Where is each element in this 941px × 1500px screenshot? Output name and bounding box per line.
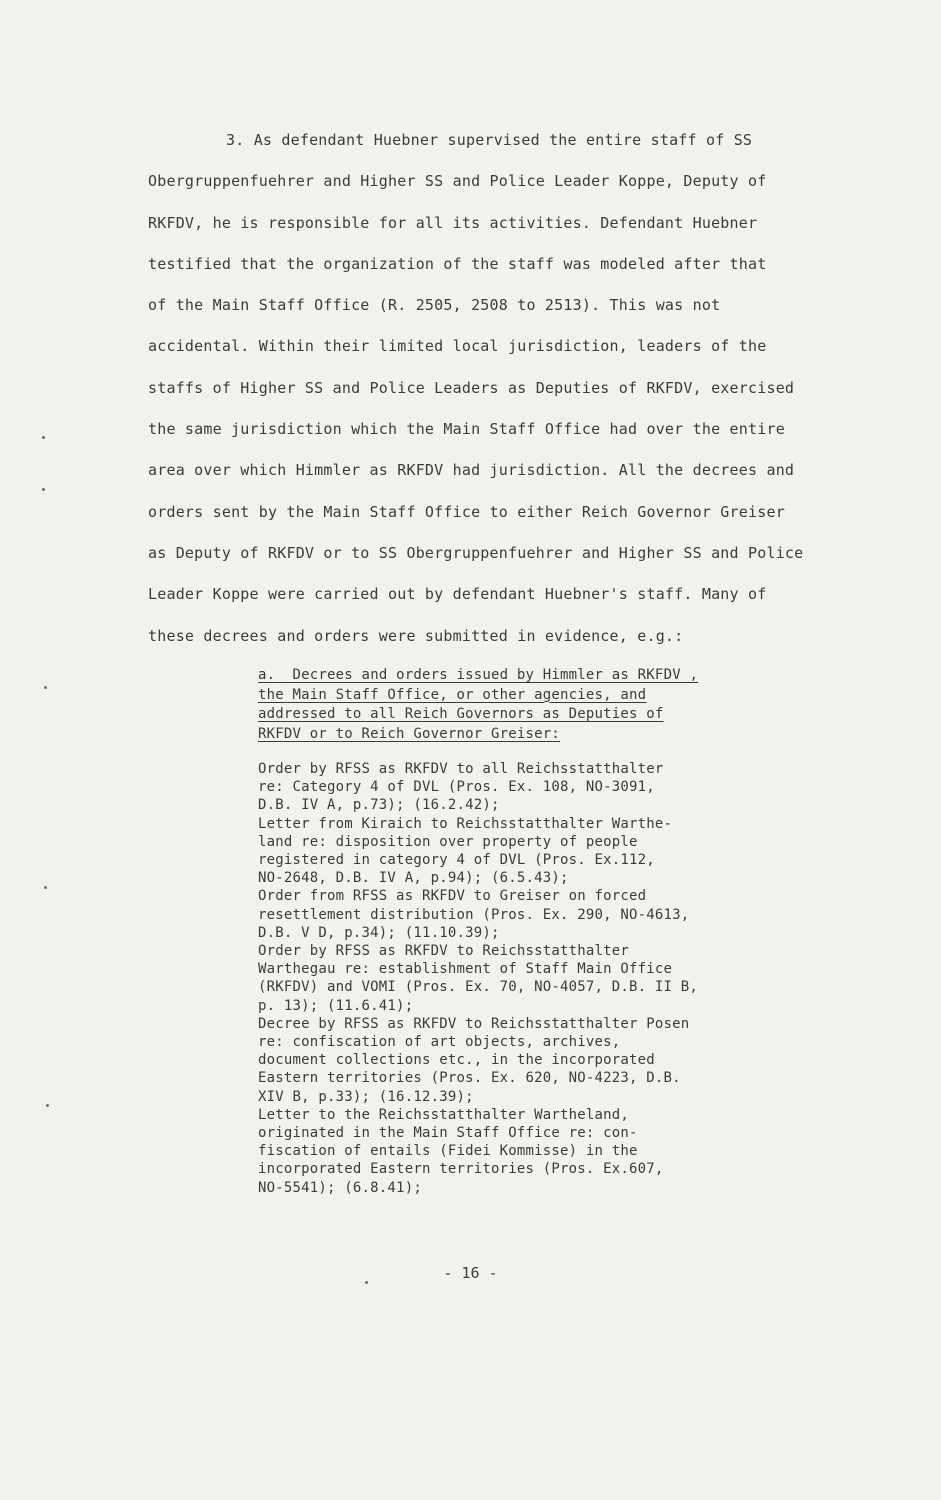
evidence-line: (RKFDV) and VOMI (Pros. Ex. 70, NO-4057, D.B. II B, xyxy=(258,979,699,996)
subsection-heading-line: addressed to all Reich Governors as Deputies of xyxy=(258,706,664,722)
main-paragraph xyxy=(148,120,848,657)
paragraph-line: Leader Koppe were carried out by defendant Huebner's staff. Many of xyxy=(148,585,767,604)
evidence-line: re: Category 4 of DVL (Pros. Ex. 108, NO-3091, xyxy=(258,779,655,796)
evidence-line: p. 13); (11.6.41); xyxy=(258,997,414,1014)
evidence-line: NO-2648, D.B. IV A, p.94); (6.5.43); xyxy=(258,870,569,887)
evidence-line: Order from RFSS as RKFDV to Greiser on forced xyxy=(258,888,647,905)
paragraph-line: these decrees and orders were submitted in evidence, e.g.: xyxy=(148,626,684,645)
paper-speck xyxy=(365,1281,368,1284)
page-number: - 16 - xyxy=(443,1264,498,1282)
paragraph-line: RKFDV, he is responsible for all its activities. Defendant Huebner xyxy=(148,213,758,232)
paragraph-line: orders sent by the Main Staff Office to either Reich Governor Greiser xyxy=(148,502,785,521)
evidence-line: Letter to the Reichsstatthalter Wartheland, xyxy=(258,1106,630,1123)
paragraph-line: area over which Himmler as RKFDV had jurisdiction. All the decrees and xyxy=(148,461,795,480)
paragraph-line: Obergruppenfuehrer and Higher SS and Police Leader Koppe, Deputy of xyxy=(148,172,767,191)
evidence-line: resettlement distribution (Pros. Ex. 290, NO-4613, xyxy=(258,906,690,923)
subsection-lead: a. xyxy=(258,667,276,683)
paper-speck xyxy=(42,488,45,491)
subsection-heading xyxy=(258,666,778,744)
evidence-line: Warthegau re: establishment of Staff Main Office xyxy=(258,961,673,978)
evidence-line: NO-5541); (6.8.41); xyxy=(258,1179,422,1196)
evidence-line: re: confiscation of art objects, archives, xyxy=(258,1034,621,1051)
paragraph-line: of the Main Staff Office (R. 2505, 2508 to 2513). This was not xyxy=(148,296,721,315)
paragraph-line: accidental. Within their limited local jurisdiction, leaders of the xyxy=(148,337,767,356)
evidence-line: D.B. IV A, p.73); (16.2.42); xyxy=(258,797,500,814)
evidence-line: Eastern territories (Pros. Ex. 620, NO-4223, D.B. xyxy=(258,1070,681,1087)
paper-speck xyxy=(44,886,47,889)
paragraph-line: staffs of Higher SS and Police Leaders as Deputies of RKFDV, exercised xyxy=(148,378,795,397)
evidence-line: registered in category 4 of DVL (Pros. Ex.112, xyxy=(258,852,655,869)
paper-speck xyxy=(42,436,45,439)
paragraph-line: 3. As defendant Huebner supervised the entire staff of SS xyxy=(226,131,753,149)
evidence-line: Order by RFSS as RKFDV to all Reichsstatthalter xyxy=(258,761,664,777)
paragraph-line: the same jurisdiction which the Main Staff Office had over the entire xyxy=(148,420,785,439)
evidence-line: incorporated Eastern territories (Pros. Ex.607, xyxy=(258,1161,664,1178)
evidence-line: document collections etc., in the incorporated xyxy=(258,1052,655,1069)
evidence-line: fiscation of entails (Fidei Kommisse) in the xyxy=(258,1143,638,1160)
evidence-list xyxy=(258,760,778,1197)
evidence-line: Letter from Kiraich to Reichsstatthalter Warthe- xyxy=(258,815,673,832)
evidence-line: land re: disposition over property of people xyxy=(258,833,638,850)
subsection-heading-line: a. Decrees and orders issued by Himmler as RKFDV , xyxy=(258,667,699,683)
evidence-line: Order by RFSS as RKFDV to Reichsstatthalter xyxy=(258,943,630,960)
paper-speck xyxy=(46,1104,49,1107)
paragraph-line: as Deputy of RKFDV or to SS Obergruppenfuehrer and Higher SS and Police xyxy=(148,543,804,562)
subsection-heading-line: RKFDV or to Reich Governor Greiser: xyxy=(258,725,561,742)
paper-speck xyxy=(44,686,47,689)
evidence-line: XIV B, p.33); (16.12.39); xyxy=(258,1088,474,1105)
subsection-heading-line: the Main Staff Office, or other agencies, and xyxy=(258,686,647,703)
evidence-line: D.B. V D, p.34); (11.10.39); xyxy=(258,924,500,941)
evidence-line: originated in the Main Staff Office re: con- xyxy=(258,1125,638,1142)
paragraph-line: testified that the organization of the staff was modeled after that xyxy=(148,254,767,273)
evidence-line: Decree by RFSS as RKFDV to Reichsstatthalter Posen xyxy=(258,1015,690,1032)
